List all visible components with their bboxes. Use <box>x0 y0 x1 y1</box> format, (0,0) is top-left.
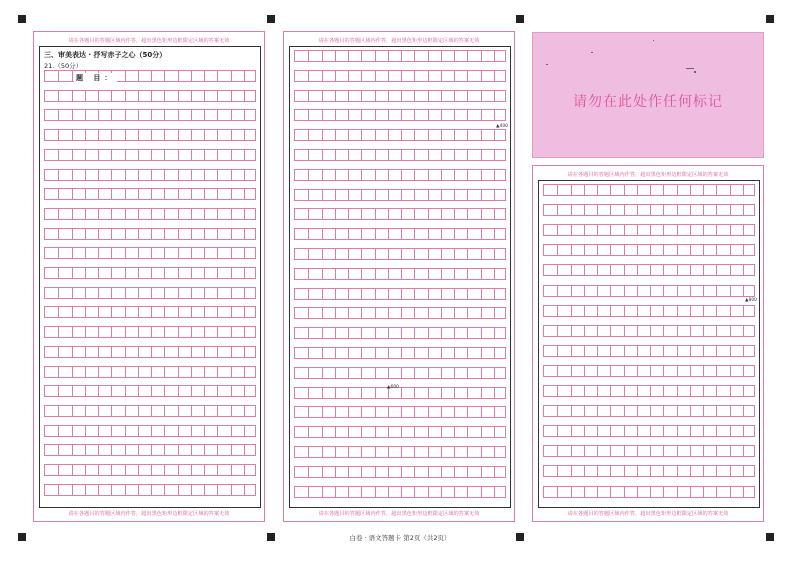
writing-grid-2[interactable] <box>294 50 509 506</box>
grid-row[interactable] <box>294 288 506 300</box>
no-mark-zone <box>532 32 764 158</box>
ink-speck <box>694 71 696 73</box>
grid-row[interactable] <box>294 169 506 181</box>
grid-row[interactable] <box>543 305 755 317</box>
grid-row[interactable] <box>294 387 506 399</box>
region-notice-top: 请在各题目的答题区域内作答，超出黑色矩形边框限定区域的答案无效 <box>318 38 480 44</box>
grid-row[interactable] <box>294 406 506 418</box>
ink-speck <box>686 68 694 69</box>
grid-row[interactable] <box>543 405 755 417</box>
grid-row[interactable] <box>294 426 506 438</box>
grid-row[interactable] <box>44 90 256 102</box>
answer-box-3 <box>538 180 760 508</box>
grid-row[interactable] <box>44 326 256 338</box>
grid-row[interactable] <box>543 285 755 297</box>
grid-row[interactable] <box>294 307 506 319</box>
grid-row[interactable] <box>543 184 755 196</box>
grid-row[interactable] <box>44 464 256 476</box>
grid-row[interactable] <box>294 208 506 220</box>
grid-row[interactable] <box>44 405 256 417</box>
region-notice-top: 请在各题目的答题区域内作答，超出黑色矩形边框限定区域的答案无效 <box>68 38 230 44</box>
grid-row[interactable] <box>294 129 506 141</box>
grid-row[interactable] <box>294 70 506 82</box>
section-title: 三、审美表达 · 抒写赤子之心（50分） <box>44 51 167 59</box>
word-count-marker-800: ▲800 <box>745 298 758 303</box>
grid-row[interactable] <box>543 365 755 377</box>
grid-row[interactable] <box>543 244 755 256</box>
word-count-marker-400: ▲400 <box>496 124 509 129</box>
region-notice-top: 请在各题目的答题区域内作答，超出黑色矩形边框限定区域的答案无效 <box>567 172 729 178</box>
grid-row[interactable] <box>44 208 256 220</box>
ink-speck <box>653 40 654 41</box>
page-footer: 白卷 · 语文答题卡 第2页（共2页） <box>349 534 451 542</box>
grid-row[interactable] <box>294 149 506 161</box>
grid-row[interactable] <box>44 346 256 358</box>
answer-column-3 <box>532 165 764 522</box>
grid-row[interactable] <box>294 50 506 62</box>
grid-row[interactable] <box>294 228 506 240</box>
grid-row[interactable] <box>294 466 506 478</box>
word-count-marker-600: ▲600 <box>387 385 400 390</box>
grid-row[interactable] <box>44 188 256 200</box>
region-notice-bottom: 请在各题目的答题区域内作答，超出黑色矩形边框限定区域的答案无效 <box>567 511 729 517</box>
grid-row[interactable] <box>294 248 506 260</box>
region-notice-bottom: 请在各题目的答题区域内作答，超出黑色矩形边框限定区域的答案无效 <box>68 511 230 517</box>
ink-speck <box>546 64 548 65</box>
grid-row[interactable] <box>44 484 256 496</box>
grid-row[interactable] <box>44 109 256 121</box>
grid-row[interactable] <box>543 325 755 337</box>
ink-speck <box>591 52 593 53</box>
registration-mark-top-center-left <box>267 15 275 23</box>
grid-row[interactable] <box>543 204 755 216</box>
grid-row[interactable] <box>44 228 256 240</box>
topic-label: 题 目： <box>76 74 116 82</box>
writing-grid-1[interactable] <box>44 70 256 506</box>
grid-row[interactable] <box>44 287 256 299</box>
answer-column-2 <box>283 31 515 522</box>
grid-row[interactable] <box>44 149 256 161</box>
grid-row[interactable] <box>44 169 256 181</box>
grid-row[interactable] <box>543 465 755 477</box>
grid-row[interactable] <box>44 366 256 378</box>
grid-row[interactable] <box>543 486 755 498</box>
grid-row[interactable] <box>294 347 506 359</box>
grid-row[interactable] <box>294 90 506 102</box>
grid-row[interactable] <box>44 385 256 397</box>
grid-row[interactable] <box>44 425 256 437</box>
grid-row[interactable] <box>543 224 755 236</box>
grid-row[interactable] <box>294 486 506 498</box>
writing-grid-3[interactable] <box>543 184 758 506</box>
grid-row[interactable] <box>294 446 506 458</box>
grid-row[interactable] <box>44 247 256 259</box>
registration-mark-top-right <box>766 15 774 23</box>
region-notice-bottom: 请在各题目的答题区域内作答，超出黑色矩形边框限定区域的答案无效 <box>318 511 480 517</box>
grid-row[interactable] <box>294 367 506 379</box>
grid-row[interactable] <box>543 425 755 437</box>
grid-row[interactable] <box>543 345 755 357</box>
registration-mark-top-center-right <box>516 15 524 23</box>
grid-row[interactable] <box>294 327 506 339</box>
grid-row[interactable] <box>294 109 506 121</box>
grid-row[interactable] <box>543 264 755 276</box>
grid-row[interactable] <box>44 444 256 456</box>
grid-row[interactable] <box>44 267 256 279</box>
grid-row[interactable] <box>543 445 755 457</box>
answer-box-2 <box>289 46 511 508</box>
question-number: 21.（50分） <box>44 62 83 70</box>
grid-row[interactable] <box>294 268 506 280</box>
answer-column-1 <box>33 31 265 522</box>
grid-row[interactable] <box>543 385 755 397</box>
grid-row[interactable] <box>44 129 256 141</box>
answer-box-1 <box>39 46 261 508</box>
registration-mark-top-left <box>18 15 26 23</box>
grid-row[interactable] <box>44 306 256 318</box>
grid-row[interactable] <box>294 189 506 201</box>
no-mark-zone-text: 请勿在此处作任何标记 <box>573 94 723 110</box>
